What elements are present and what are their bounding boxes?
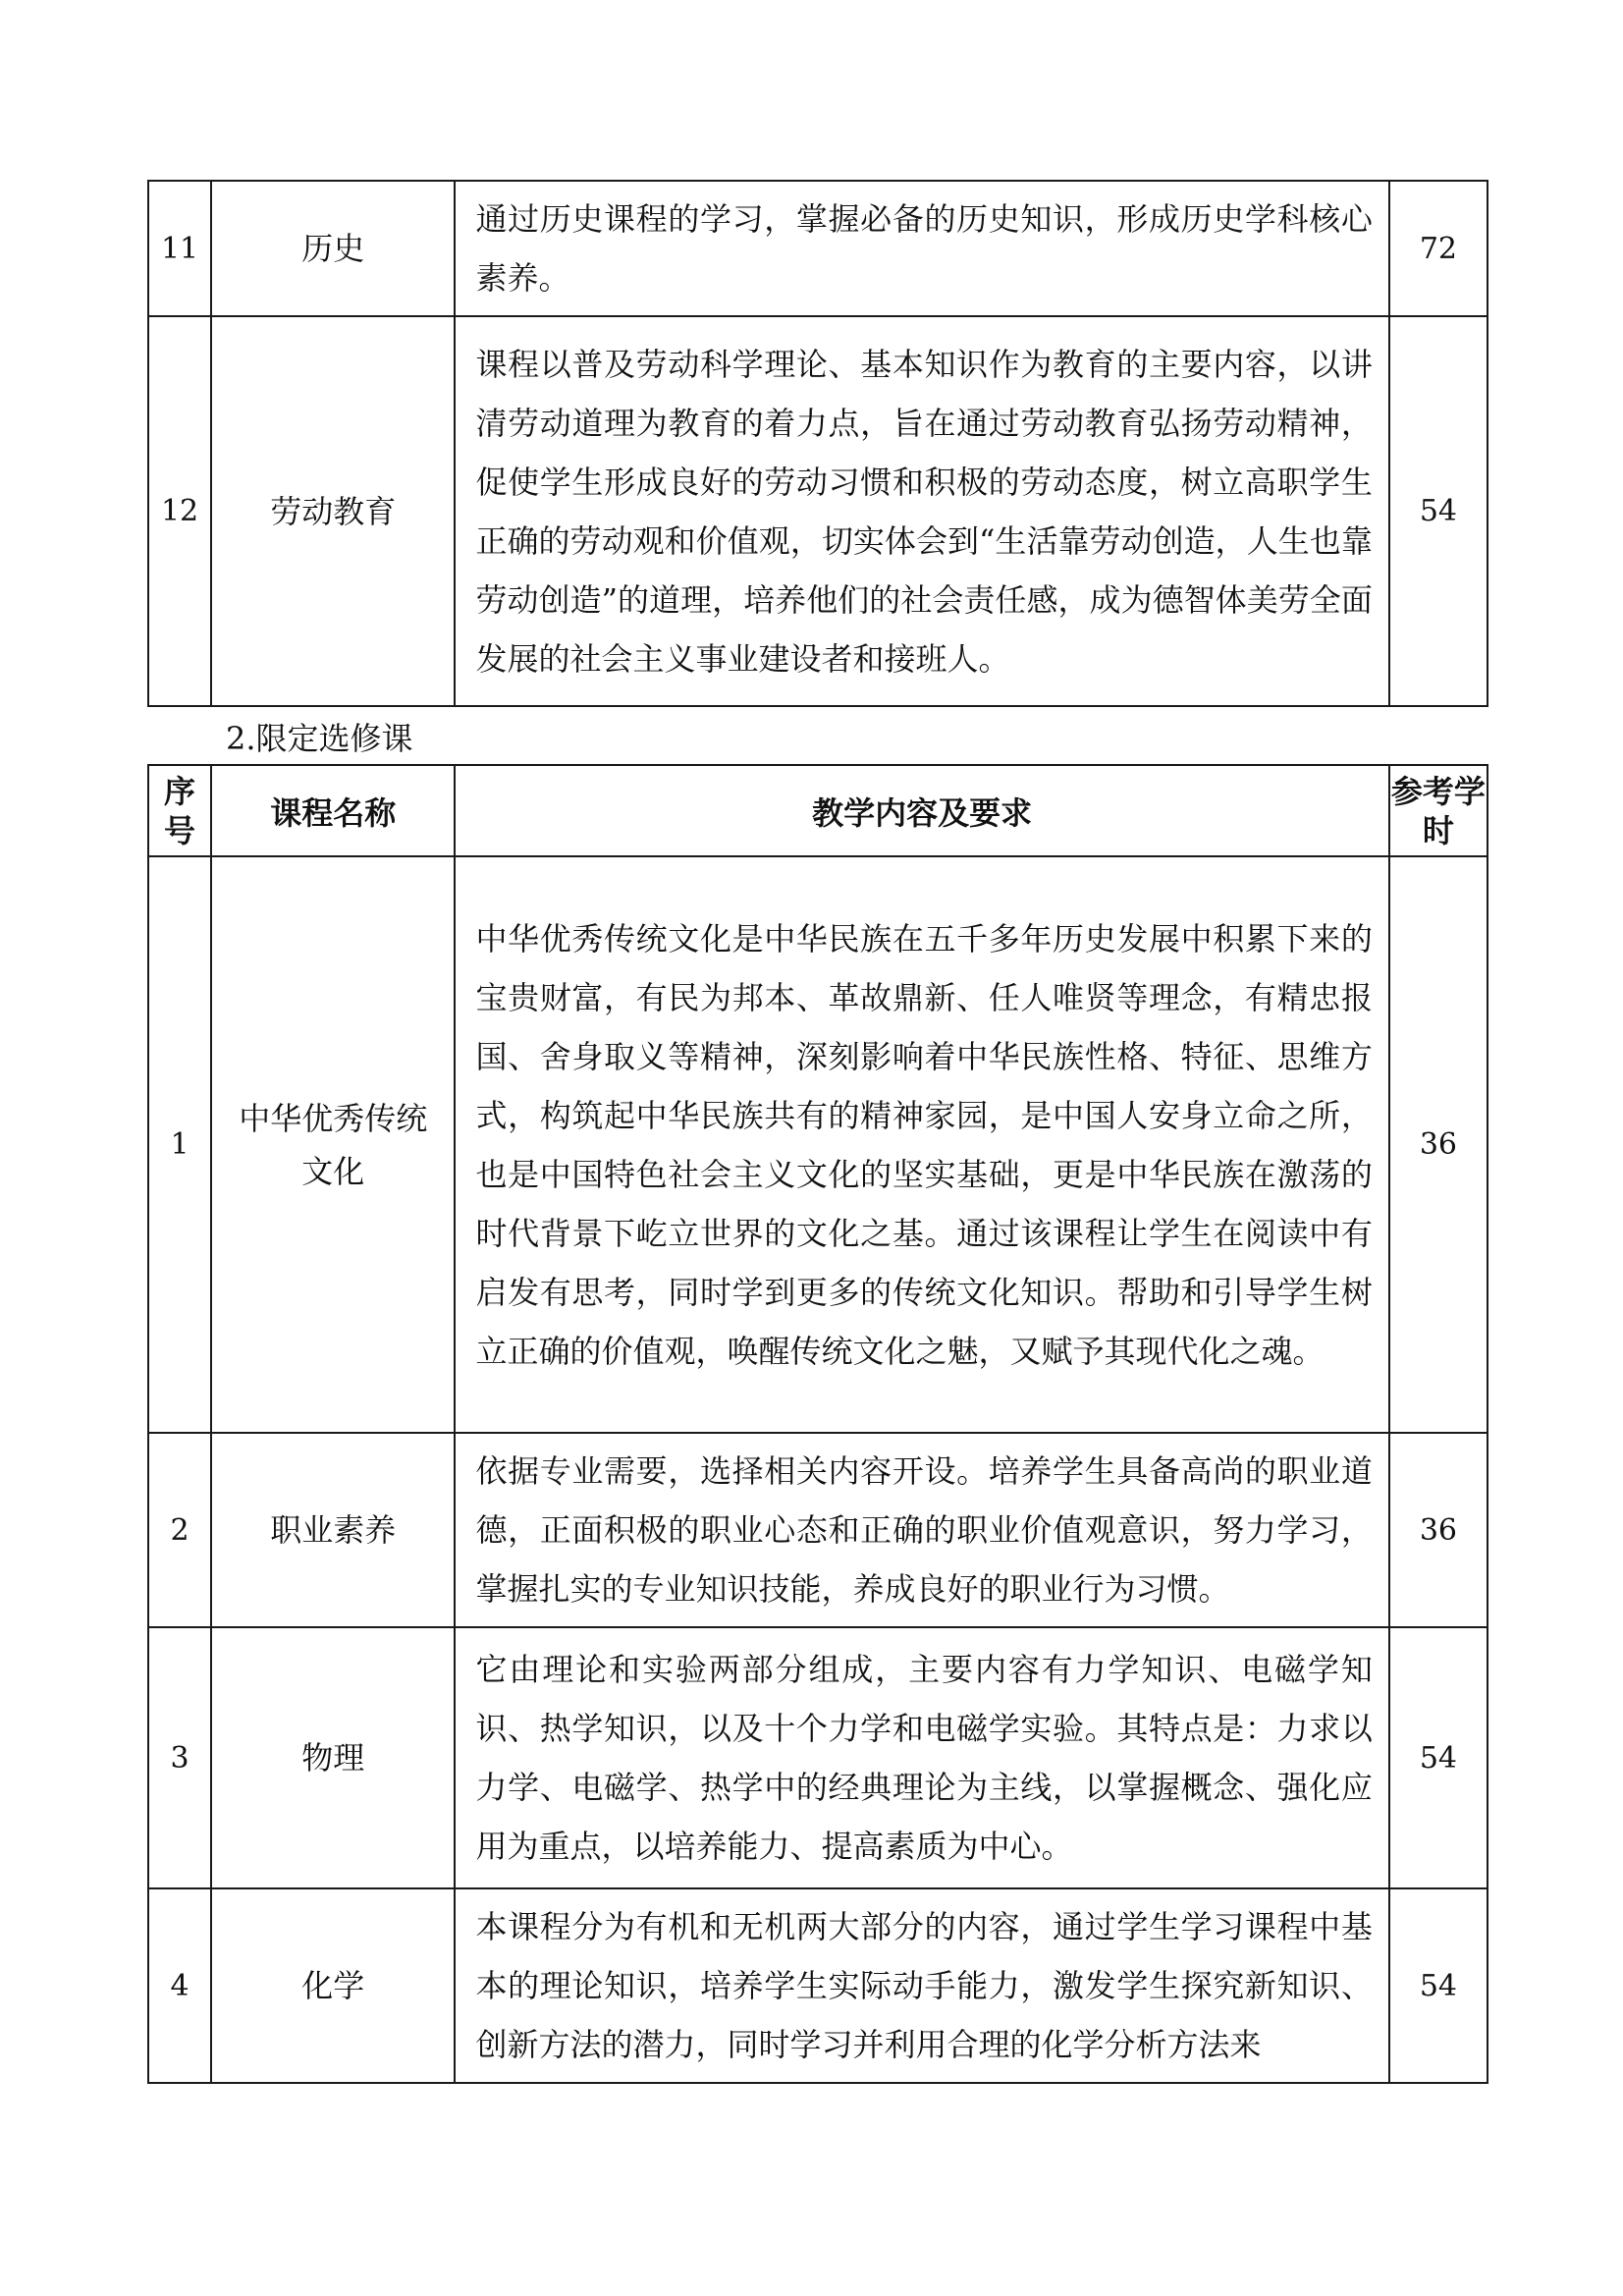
header-course-name: 课程名称 — [211, 765, 455, 856]
course-hours: 72 — [1389, 181, 1488, 316]
row-number: 12 — [148, 316, 211, 706]
course-hours: 54 — [1389, 1627, 1488, 1888]
row-number: 2 — [148, 1433, 211, 1627]
section-heading: 2.限定选修课 — [226, 720, 413, 757]
table-row — [148, 1888, 1488, 2083]
table-row — [148, 1433, 1488, 1627]
header-content: 教学内容及要求 — [455, 765, 1388, 856]
table-row — [148, 1627, 1488, 1888]
course-name: 劳动教育 — [211, 316, 455, 706]
row-number: 3 — [148, 1627, 211, 1888]
row-number: 1 — [148, 856, 211, 1433]
course-content: 本课程分为有机和无机两大部分的内容，通过学生学习课程中基本的理论知识，培养学生实际动手能力，激发学生探究新知识、创新方法的潜力，同时学习并利用合理的化学分析方法来 — [455, 1888, 1388, 2083]
course-name: 职业素养 — [211, 1433, 455, 1627]
course-content: 中华优秀传统文化是中华民族在五千多年历史发展中积累下来的宝贵财富，有民为邦本、革故鼎新、任人唯贤等理念，有精忠报国、舍身取义等精神，深刻影响着中华民族性格、特征、思维方式，构筑起中华民族共有的精神家园，是中国人安身立命之所，也是中国特色社会主义文化的坚实基础，更是中华民族在激荡的时代背景下屹立世界的文化之基。通过该课程让学生在阅读中有启发有思考，同时学到更多的传统文化知识。帮助和引导学生树立正确的价值观，唤醒传统文化之魅，又赋予其现代化之魂。 — [455, 856, 1388, 1433]
course-hours: 36 — [1389, 856, 1488, 1433]
course-name: 物理 — [211, 1627, 455, 1888]
course-content: 它由理论和实验两部分组成，主要内容有力学知识、电磁学知识、热学知识，以及十个力学和电磁学实验。其特点是：力求以力学、电磁学、热学中的经典理论为主线，以掌握概念、强化应用为重点，以培养能力、提高素质为中心。 — [455, 1627, 1388, 1888]
course-name: 化学 — [211, 1888, 455, 2083]
table-row — [148, 316, 1488, 706]
row-number: 4 — [148, 1888, 211, 2083]
elective-course-table — [147, 764, 1488, 2084]
course-name: 中华优秀传统文化 — [211, 856, 455, 1433]
row-number: 11 — [148, 181, 211, 316]
course-hours: 54 — [1389, 316, 1488, 706]
table-row — [148, 856, 1488, 1433]
table-row — [148, 181, 1488, 316]
header-number: 序号 — [148, 765, 211, 856]
course-content: 通过历史课程的学习，掌握必备的历史知识，形成历史学科核心素养。 — [455, 181, 1388, 316]
course-content: 课程以普及劳动科学理论、基本知识作为教育的主要内容，以讲清劳动道理为教育的着力点，旨在通过劳动教育弘扬劳动精神，促使学生形成良好的劳动习惯和积极的劳动态度，树立高职学生正确的劳动观和价值观，切实体会到“生活靠劳动创造，人生也靠劳动创造”的道理，培养他们的社会责任感，成为德智体美劳全面发展的社会主义事业建设者和接班人。 — [455, 316, 1388, 706]
course-hours: 36 — [1389, 1433, 1488, 1627]
table-header-row — [148, 765, 1488, 856]
course-hours: 54 — [1389, 1888, 1488, 2083]
course-table-continued — [147, 180, 1488, 707]
course-name: 历史 — [211, 181, 455, 316]
header-hours: 参考学时 — [1389, 765, 1488, 856]
course-content: 依据专业需要，选择相关内容开设。培养学生具备高尚的职业道德，正面积极的职业心态和正确的职业价值观意识，努力学习，掌握扎实的专业知识技能，养成良好的职业行为习惯。 — [455, 1433, 1388, 1627]
